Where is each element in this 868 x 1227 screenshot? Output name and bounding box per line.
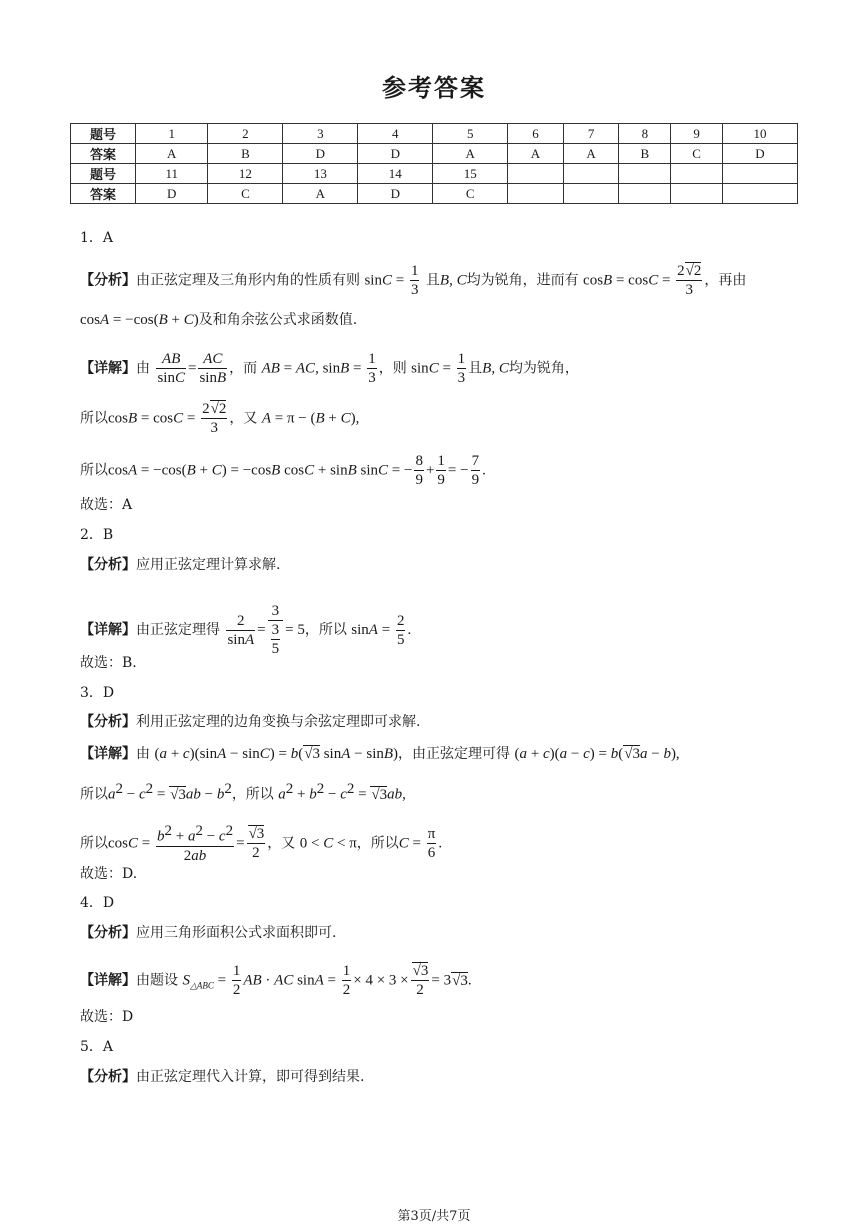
table-cell: 3: [283, 124, 358, 144]
fraction: $\frac{\pi}{6}$: [427, 825, 436, 861]
table-cell: 8: [619, 124, 671, 144]
table-cell: 6: [508, 124, 564, 144]
q1-analysis-cont: cosA = −cos(B + C)及和角余弦公式求函数值.: [80, 312, 358, 328]
table-cell: 7: [563, 124, 619, 144]
fraction: $\frac{1}{9}$: [437, 453, 445, 488]
table-cell: [671, 164, 723, 184]
row-header: 答案: [71, 144, 136, 164]
table-cell: A: [136, 144, 208, 164]
fraction: $\frac{AC}{\sin B}$: [199, 351, 227, 386]
table-cell: 2: [208, 124, 283, 144]
q1-analysis: 【分析】由正弦定理及三角形内角的性质有则 sinC = $\frac{1}{3}$ 且B, C均为锐角，进而有 cosB = cosC = $\frac{2√2}{3}$ ，再由: [80, 263, 747, 298]
table-cell: 14: [358, 164, 433, 184]
fraction: $\frac{1}{2}$: [342, 963, 351, 998]
fraction: $\frac{1}{3}$: [368, 351, 376, 386]
fraction: $\frac{√3}{2}$: [248, 825, 265, 861]
fraction: $\frac{2√2}{3}$: [202, 401, 227, 436]
table-cell: 12: [208, 164, 283, 184]
fraction: $\frac{8}{9}$: [415, 453, 423, 488]
table-cell: A: [283, 184, 358, 204]
table-cell: C: [208, 184, 283, 204]
fraction: $\frac{2}{\sin A}$: [227, 612, 255, 648]
table-cell: 1: [136, 124, 208, 144]
table-cell: 10: [722, 124, 797, 144]
q4-choose: 故选：D: [80, 1009, 134, 1025]
q3-choose: 故选：D.: [80, 866, 138, 882]
table-cell: C: [671, 144, 723, 164]
fraction: $\frac{√3}{2}$: [412, 963, 429, 998]
table-cell: [619, 164, 671, 184]
answer-table: [70, 123, 798, 204]
detail-label: 【详解】: [80, 360, 136, 377]
table-cell: A: [563, 144, 619, 164]
table-cell: [508, 164, 564, 184]
row-header: 题号: [71, 124, 136, 144]
q3-detail: 【详解】由 (a + c)(sinA − sinC) = b(√3 sinA − sinB)，由正弦定理可得 (a + c)(a − c) = b(√3a − b),: [80, 746, 680, 762]
fraction: $\frac{1}{3}$: [410, 263, 419, 298]
q1-choose: 故选：A: [80, 497, 133, 513]
q3-analysis: 【分析】利用正弦定理的边角变换与余弦定理即可求解.: [80, 714, 421, 730]
table-cell: B: [619, 144, 671, 164]
row-header: 答案: [71, 184, 136, 204]
fraction: $\frac{1}{2}$: [232, 963, 241, 998]
fraction: $\frac{2}{5}$: [396, 612, 405, 648]
fraction: $\frac{b^2 + a^2 - c^2}{2ab}$: [156, 823, 234, 864]
table-cell: D: [358, 144, 433, 164]
q4-detail: 【详解】由题设 $S_{\triangle ABC}$ = $\frac{1}{2}$ AB · AC sinA = $\frac{1}{2}$ × 4 × 3 × $\frac{√3}{2}$ = 3√3.: [80, 963, 472, 998]
table-cell: [563, 164, 619, 184]
q4-heading: 4．D: [80, 895, 115, 911]
table-cell: [619, 184, 671, 204]
q4-analysis: 【分析】应用三角形面积公式求面积即可.: [80, 925, 337, 941]
page-footer: 第3页/共7页: [397, 1209, 471, 1224]
table-row: [71, 124, 798, 144]
table-cell: 15: [433, 164, 508, 184]
table-cell: [722, 184, 797, 204]
fraction: $\frac{1}{3}$: [457, 351, 466, 386]
table-row: [71, 184, 798, 204]
q3-step2: 所以$a^2 - c^2 = √3ab - b^2$，所以 $a^2 + b^2 - c^2 = √3ab$,: [80, 781, 406, 803]
q5-heading: 5．A: [80, 1039, 114, 1055]
row-header: 题号: [71, 164, 136, 184]
table-cell: [722, 164, 797, 184]
table-cell: 9: [671, 124, 723, 144]
table-cell: [508, 184, 564, 204]
table-row: [71, 144, 798, 164]
table-cell: 11: [136, 164, 208, 184]
fraction: $\frac{3}{\frac{3}{5}}$: [268, 602, 284, 658]
fraction: $\frac{AB}{\sin C}$: [157, 351, 185, 386]
table-cell: D: [358, 184, 433, 204]
fraction: $\frac{7}{9}$: [471, 453, 480, 488]
table-cell: 4: [358, 124, 433, 144]
table-cell: [563, 184, 619, 204]
table-cell: C: [433, 184, 508, 204]
table-cell: [671, 184, 723, 204]
page-title: 参考答案: [382, 74, 486, 102]
table-cell: D: [283, 144, 358, 164]
table-cell: A: [508, 144, 564, 164]
fraction: $\frac{2√2}{3}$: [677, 263, 702, 298]
table-row: [71, 164, 798, 184]
q2-choose: 故选：B.: [80, 655, 137, 671]
q5-analysis: 【分析】由正弦定理代入计算，即可得到结果.: [80, 1069, 365, 1085]
q2-analysis: 【分析】应用正弦定理计算求解.: [80, 557, 281, 573]
q3-step3: 所以cosC = $\frac{b^2 + a^2 - c^2}{2ab}$ = $\frac{√3}{2}$ ，又 0 < C < π，所以C = $\frac{\pi}{6}$ .: [80, 823, 443, 864]
analysis-label: 【分析】: [80, 272, 136, 289]
table-cell: 13: [283, 164, 358, 184]
q3-heading: 3．D: [80, 685, 115, 701]
q2-detail: 【详解】由正弦定理得 $\frac{2}{\sin A}$ = $\frac{3}{\frac{3}{5}}$ = 5，所以 sinA = $\frac{2}{5}$ .: [80, 603, 412, 657]
q1-detail: 【详解】由 $\frac{AB}{\sin C}$ = $\frac{AC}{\sin B}$ ，而 AB = AC, sinB = $\frac{1}{3}$ ，则 sinC = $\frac{1}{3}$ 且B, C均为锐角，: [80, 351, 579, 386]
table-cell: A: [433, 144, 508, 164]
table-cell: D: [136, 184, 208, 204]
q1-heading: 1．A: [80, 230, 114, 246]
table-cell: D: [722, 144, 797, 164]
q1-step3: 所以cosA = −cos(B + C) = −cosB cosC + sinB sinC = − $\frac{8}{9}$ + $\frac{1}{9}$ = − $\frac{7}{9}$ .: [80, 453, 486, 488]
q2-heading: 2．B: [80, 527, 114, 543]
q1-step2: 所以cosB = cosC = $\frac{2√2}{3}$ ，又 A = π − (B + C),: [80, 401, 360, 436]
table-cell: B: [208, 144, 283, 164]
table-cell: 5: [433, 124, 508, 144]
